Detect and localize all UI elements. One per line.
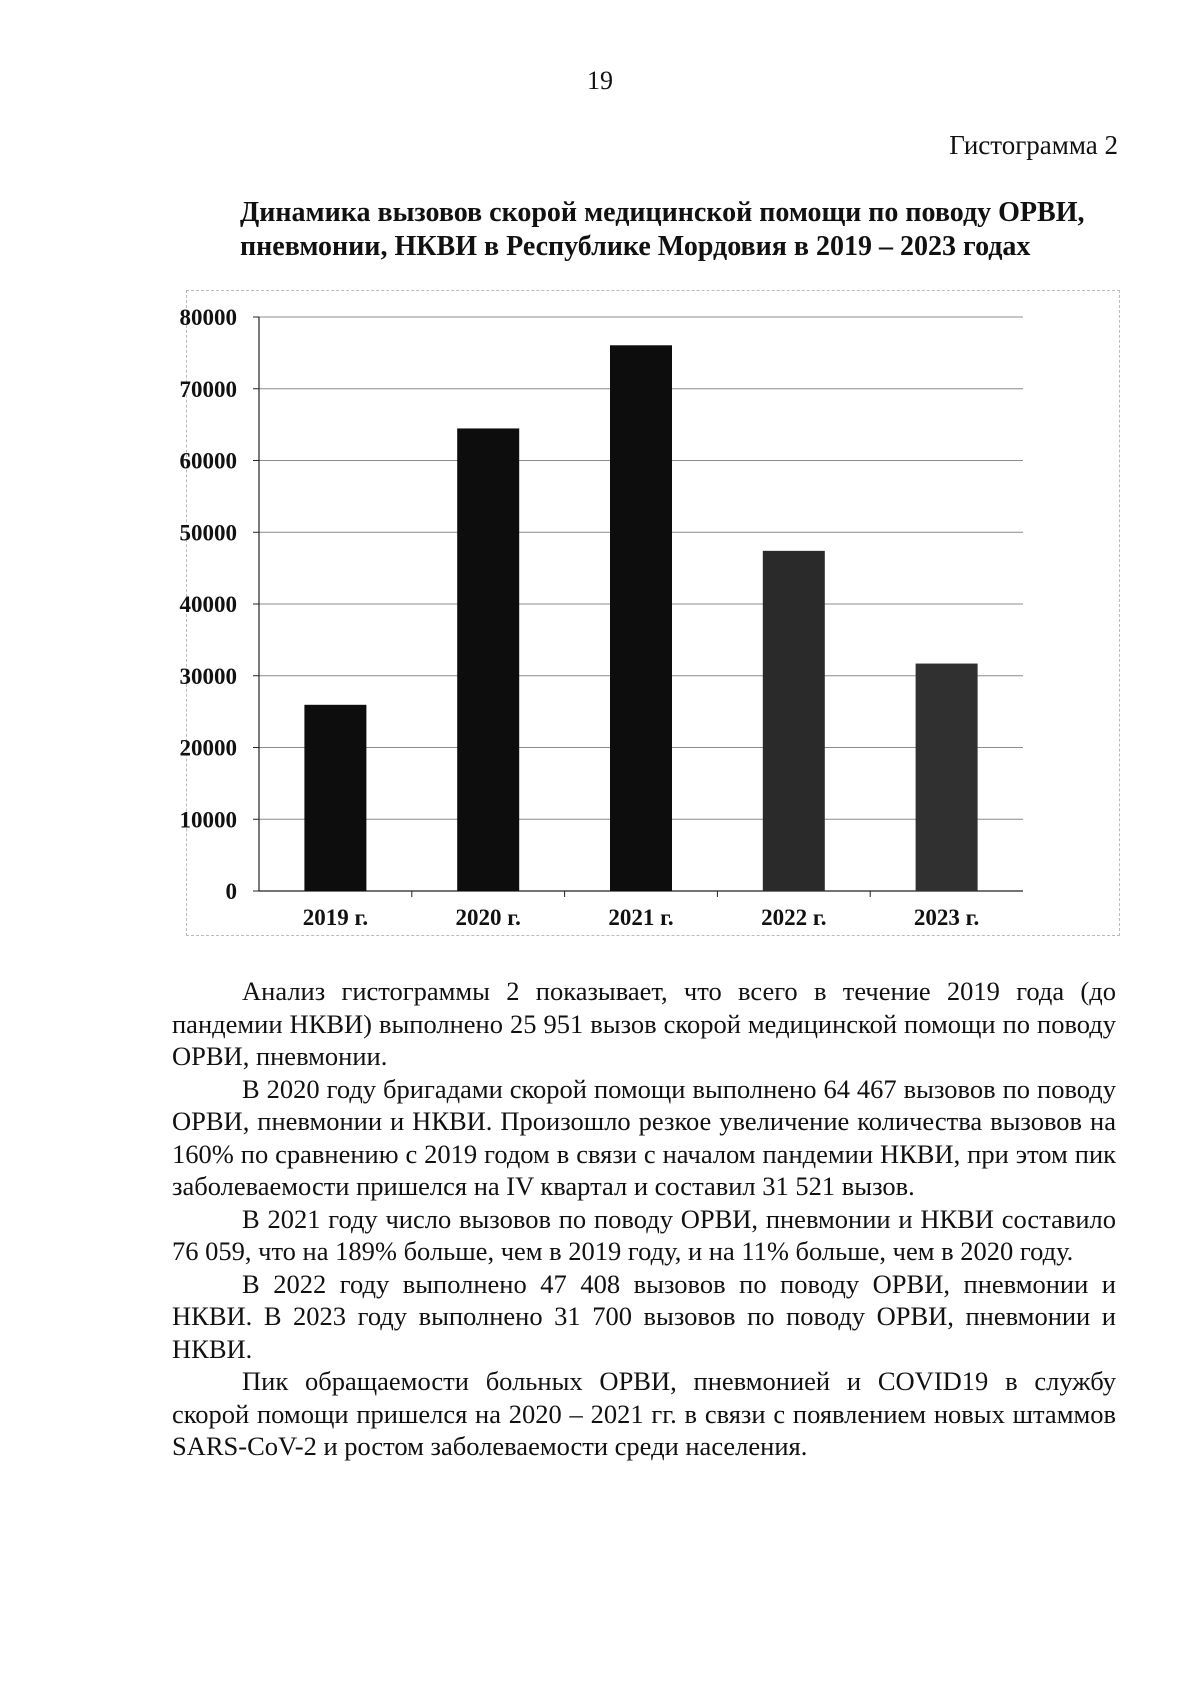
y-tick-label: 0 [225,879,237,904]
bar-3 [610,345,672,891]
histogram-label: Гистограмма 2 [949,130,1118,160]
paragraph-2: В 2020 году бригадами скорой помощи выполнено 64 467 вызовов по поводу ОРВИ, пневмонии и НКВИ. Произошло резкое увеличение количества вызовов на 160% по сравнению с 2019 годом в связи с началом пандемии НКВИ, при этом пик заболеваемости пришелся на IV квартал и составил 31 521 вызов. [172,1073,1116,1201]
paragraph-5: Пик обращаемости больных ОРВИ, пневмонией и COVID19 в службу скорой помощи пришелся на 2020 – 2021 гг. в связи с появлением новых штаммов SARS-CoV-2 и ростом заболеваемости среди населения. [172,1366,1116,1461]
chart-frame [179,290,1120,936]
paragraph-3: В 2021 году число вызовов по поводу ОРВИ, пневмонии и НКВИ составило 76 059, что на 189% больше, чем в 2019 году, и на 11% больше, чем в 2020 году. [172,1203,1116,1266]
x-tick-label: 2022 г. [761,905,827,930]
bar-2 [457,428,519,891]
y-tick-label: 20000 [179,735,237,761]
y-tick-label: 50000 [179,520,237,546]
y-tick-label: 40000 [179,592,237,617]
x-tick-label: 2019 г. [302,905,369,930]
x-tick-label: 2023 г. [913,905,980,930]
chart-title-line-1: Динамика вызовов скорой медицинской помощи по поводу ОРВИ, [240,197,1085,228]
chart-title [240,196,1120,264]
analysis-text [172,975,1116,1463]
y-tick-label: 80000 [179,305,237,330]
x-tick-label: 2020 г. [455,905,521,930]
bar-chart [179,291,1121,937]
bar-5 [916,664,978,891]
bar-1 [304,705,366,891]
x-tick-label: 2021 г. [608,905,674,930]
paragraph-1: Анализ гистограммы 2 показывает, что всего в течение 2019 года (до пандемии НКВИ) выполнено 25 951 вызов скорой медицинской помощи по поводу ОРВИ, пневмонии. [172,976,1116,1071]
page-number: 19 [587,66,613,95]
bar-4 [763,551,825,891]
y-tick-label: 10000 [179,807,237,833]
paragraph-4: В 2022 году выполнено 47 408 вызовов по поводу ОРВИ, пневмонии и НКВИ. В 2023 году выполнено 31 700 вызовов по поводу ОРВИ, пневмонии и НКВИ. [172,1268,1116,1364]
y-tick-label: 70000 [179,376,237,402]
chart-title-line-2: пневмонии, НКВИ в Республике Мордовия в 2019 – 2023 годах [240,231,1031,262]
y-tick-label: 60000 [179,448,237,474]
y-tick-label: 30000 [179,663,237,689]
